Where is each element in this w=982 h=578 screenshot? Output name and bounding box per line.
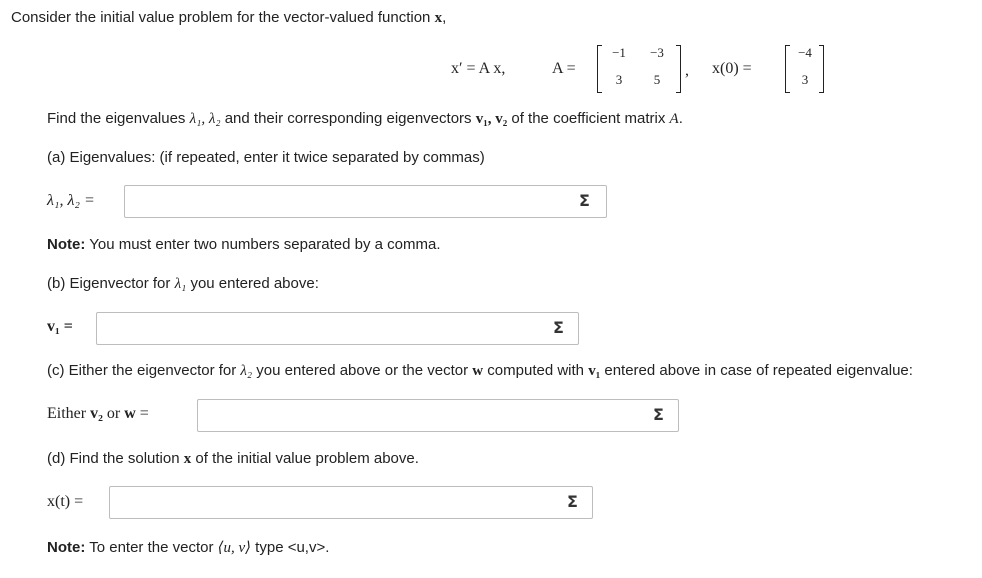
vector-x0-right-bracket — [819, 45, 824, 93]
note-vector-format — [47, 538, 329, 557]
part-c-heading-var: λ₂ — [240, 363, 253, 379]
part-b-heading — [47, 275, 319, 293]
part-c-label-var: v₂ — [90, 405, 103, 422]
note-text: To enter the vector — [85, 539, 218, 556]
part-c-label-text: Either — [47, 405, 91, 422]
part-c-heading-text: you entered above or the vector — [252, 362, 473, 379]
intro-label: Consider the initial value problem for the vector-valued function — [11, 9, 431, 26]
eigenvalues-input[interactable] — [124, 185, 607, 218]
equation-separator: , — [685, 62, 689, 79]
eigenvector-v1-input[interactable] — [96, 312, 579, 345]
part-b-heading-text: (b) Eigenvector for — [47, 275, 175, 292]
part-a-label: λ₁, λ₂ = — [47, 192, 95, 209]
part-c-heading-text: (c) Either the eigenvector for — [47, 362, 241, 379]
part-c-label-var: w — [124, 405, 136, 422]
matrix-A-left-bracket — [597, 45, 602, 93]
part-c-label-text: or — [102, 405, 125, 422]
note-label: Note: — [47, 236, 86, 253]
vector-x0-cell: −4 — [798, 45, 812, 60]
note-math: ⟨u, v⟩ — [217, 540, 252, 556]
instructions-part: Find the eigenvalues — [47, 110, 190, 127]
note-text: type <u,v>. — [251, 539, 330, 556]
instructions-part: and their corresponding eigenvectors — [220, 110, 476, 127]
equation-lhs: x′ = A x, — [451, 60, 506, 77]
part-d-label: x(t) = — [47, 493, 84, 510]
equation-editor-icon[interactable]: Σ — [653, 405, 664, 424]
vector-x0-left-bracket — [785, 45, 790, 93]
matrix-A-cell: −1 — [612, 45, 626, 60]
part-b-label: v₁ = — [47, 318, 73, 335]
equation-editor-icon[interactable]: Σ — [579, 191, 590, 210]
intro-end: , — [442, 9, 447, 26]
instructions-matrix: A — [669, 111, 679, 127]
instructions-part: . — [678, 110, 683, 127]
part-b-heading-var: λ₁ — [174, 276, 187, 292]
part-c-heading — [47, 362, 913, 380]
part-c-heading-text: computed with — [483, 362, 589, 379]
matrix-A-cell: 5 — [653, 72, 661, 87]
matrix-A-cell: −3 — [650, 45, 664, 60]
part-d-heading-var: x — [183, 451, 192, 467]
instructions-text — [47, 110, 683, 128]
instructions-eigenvectors: v₁, v₂ — [475, 111, 508, 127]
part-c-heading-text: entered above in case of repeated eigenvalue: — [600, 362, 913, 379]
intro-variable: x — [434, 10, 443, 26]
instructions-eigenvalues: λ₁, λ₂ — [189, 111, 221, 127]
part-c-heading-var: w — [472, 363, 484, 379]
part-c-heading-var: v₁ — [588, 363, 601, 379]
note-two-numbers — [47, 236, 441, 253]
instructions-part: of the coefficient matrix — [507, 110, 670, 127]
matrix-A-right-bracket — [676, 45, 681, 93]
eigenvector-v2-or-w-input[interactable] — [197, 399, 679, 432]
x0-label: x(0) = — [712, 60, 752, 77]
part-a-heading: (a) Eigenvalues: (if repeated, enter it twice separated by commas) — [47, 149, 485, 166]
note-text: You must enter two numbers separated by a comma. — [85, 236, 441, 253]
equation-editor-icon[interactable]: Σ — [553, 318, 564, 337]
intro-text — [11, 9, 446, 27]
part-d-heading-text: of the initial value problem above. — [191, 450, 419, 467]
matrix-A-label: A = — [552, 60, 576, 77]
part-b-heading-text: you entered above: — [186, 275, 319, 292]
note-label: Note: — [47, 539, 86, 556]
part-c-label — [47, 405, 149, 423]
part-d-heading-text: (d) Find the solution — [47, 450, 184, 467]
equation-editor-icon[interactable]: Σ — [567, 492, 578, 511]
part-c-label-text: = — [135, 405, 149, 422]
part-d-heading — [47, 450, 419, 468]
matrix-A-cell: 3 — [615, 72, 623, 87]
vector-x0-cell: 3 — [801, 72, 809, 87]
solution-input[interactable] — [109, 486, 593, 519]
